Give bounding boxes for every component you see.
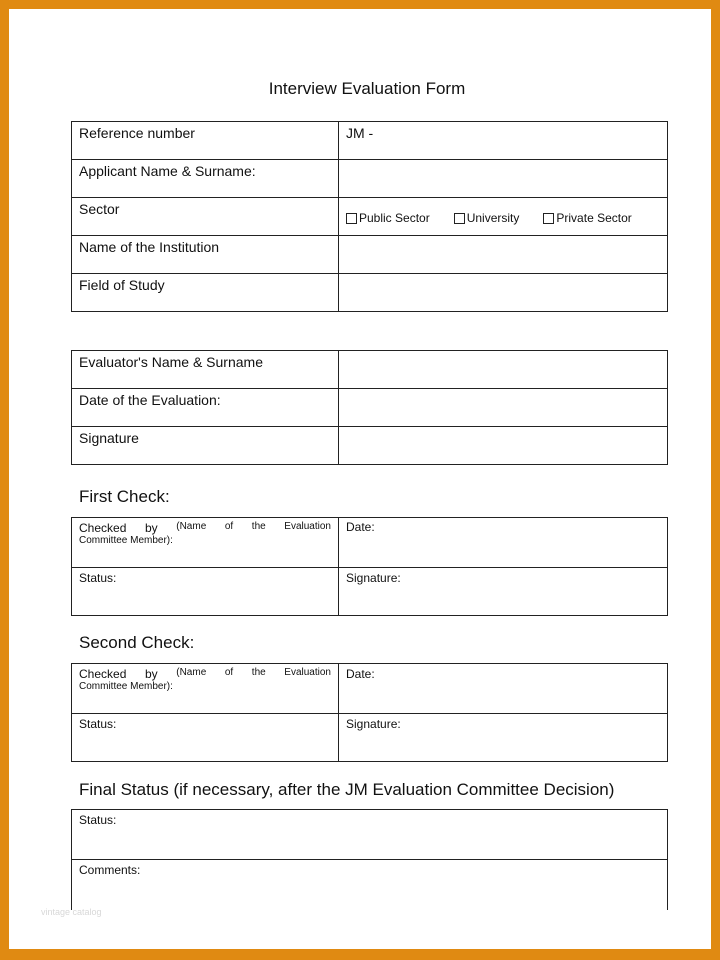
second-check-status-field[interactable] <box>72 714 339 762</box>
reference-label: Reference number <box>72 122 339 160</box>
second-check-date-label: Date: <box>346 667 375 681</box>
evaluator-signature-field[interactable] <box>339 427 668 465</box>
second-check-checked-by[interactable] <box>72 664 339 714</box>
first-check-date-label: Date: <box>346 520 375 534</box>
first-check-heading: First Check: <box>79 487 170 506</box>
second-check-status-label: Status: <box>79 717 117 731</box>
second-check-heading: Second Check: <box>79 633 195 652</box>
evaluator-table <box>71 350 668 465</box>
checked-by-line <box>79 521 331 535</box>
second-check-signature-field[interactable] <box>339 714 668 762</box>
public-sector-label: Public Sector <box>359 211 430 225</box>
institution-field[interactable] <box>339 236 668 274</box>
first-check-status-field[interactable] <box>72 568 339 616</box>
evaluator-signature-label: Signature <box>72 427 339 465</box>
watermark-text: vintage catalog <box>41 907 102 917</box>
evaluator-name-field[interactable] <box>339 351 668 389</box>
private-sector-label: Private Sector <box>556 211 632 225</box>
final-status-table <box>71 809 668 910</box>
checked-by-word: of <box>224 521 234 532</box>
private-sector-checkbox[interactable] <box>543 213 554 224</box>
field-of-study-label: Field of Study <box>72 274 339 312</box>
evaluation-date-label: Date of the Evaluation: <box>72 389 339 427</box>
evaluator-name-label: Evaluator's Name & Surname <box>72 351 339 389</box>
checked-by-line <box>79 667 331 681</box>
second-check-table <box>71 663 668 762</box>
private-sector-option[interactable] <box>543 211 631 225</box>
public-sector-checkbox[interactable] <box>346 213 357 224</box>
first-check-table <box>71 517 668 616</box>
checked-by-word: of <box>224 667 234 678</box>
checked-by-word: Evaluation <box>284 667 331 678</box>
checked-by-word: Checked <box>79 667 127 681</box>
sector-label: Sector <box>72 198 339 236</box>
checked-by-word: Checked <box>79 521 127 535</box>
page-title: Interview Evaluation Form <box>268 79 466 98</box>
checked-by-word: the <box>251 667 266 678</box>
evaluation-date-field[interactable] <box>339 389 668 427</box>
checked-by-word: by <box>144 667 158 681</box>
checked-by-word: the <box>251 521 266 532</box>
institution-label: Name of the Institution <box>72 236 339 274</box>
checked-by-line2: Committee Member): <box>79 535 173 546</box>
university-checkbox[interactable] <box>454 213 465 224</box>
checked-by-line2: Committee Member): <box>79 681 173 692</box>
applicant-name-label: Applicant Name & Surname: <box>72 160 339 198</box>
final-status-label: Status: <box>79 813 117 827</box>
final-status-field[interactable] <box>72 810 668 860</box>
sector-options <box>346 211 660 225</box>
checked-by-word: by <box>144 521 158 535</box>
public-sector-option[interactable] <box>346 211 430 225</box>
first-check-signature-label: Signature: <box>346 571 401 585</box>
checked-by-word: (Name <box>176 667 207 678</box>
final-comments-label: Comments: <box>79 863 141 877</box>
university-label: University <box>466 211 520 225</box>
applicant-name-field[interactable] <box>339 160 668 198</box>
reference-field[interactable]: JM - <box>339 122 668 160</box>
first-check-checked-by[interactable] <box>72 518 339 568</box>
final-status-heading: Final Status (if necessary, after the JM Evaluation Committee Decision) <box>79 780 615 799</box>
university-option[interactable] <box>454 211 520 225</box>
first-check-date-field[interactable] <box>339 518 668 568</box>
sector-field <box>339 198 668 236</box>
checked-by-word: Evaluation <box>284 521 331 532</box>
first-check-status-label: Status: <box>79 571 117 585</box>
form-page <box>9 9 711 949</box>
checked-by-word: (Name <box>176 521 207 532</box>
final-comments-field[interactable] <box>72 860 668 910</box>
field-of-study-field[interactable] <box>339 274 668 312</box>
second-check-date-field[interactable] <box>339 664 668 714</box>
applicant-table <box>71 121 668 312</box>
first-check-signature-field[interactable] <box>339 568 668 616</box>
second-check-signature-label: Signature: <box>346 717 401 731</box>
